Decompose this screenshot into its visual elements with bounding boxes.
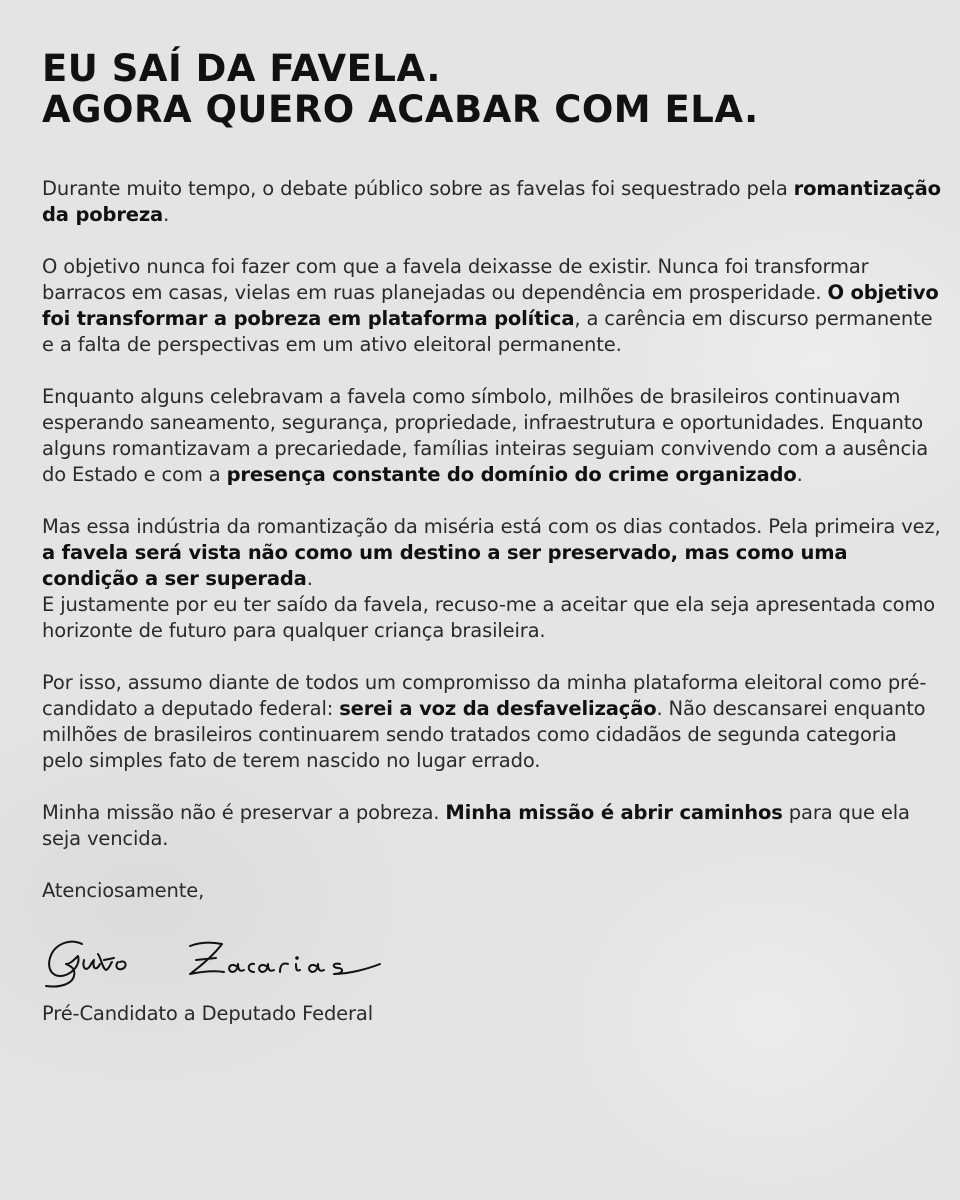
- letter-heading: [42, 48, 942, 130]
- letter-body: [42, 176, 942, 1027]
- paragraph-2-text: O objetivo nunca foi fazer com que a favela deixasse de existir. Nunca foi transformar barracos em casas, vielas em ruas planejadas ou dependência em prosperidade.: [42, 255, 869, 304]
- paragraph-2-end: , a carência em discurso permanente e a falta de perspectivas em um ativo eleitoral permanente.: [42, 307, 933, 356]
- paragraph-6-end: para que ela seja vencida.: [42, 801, 910, 850]
- paragraph-2-emphasis: O objetivo foi transformar a pobreza em plataforma política: [42, 281, 939, 330]
- paragraph-5: [42, 670, 942, 774]
- paragraph-6-emphasis: Minha missão é abrir caminhos: [445, 801, 783, 824]
- paragraph-5-text: Por isso, assumo diante de todos um compromisso da minha plataforma eleitoral como pré-candidato a deputado federal:: [42, 671, 927, 720]
- paragraph-1-text: Durante muito tempo, o debate público sobre as favelas foi sequestrado pela: [42, 177, 794, 200]
- paragraph-1-emphasis: romantização da pobreza: [42, 177, 941, 226]
- paragraph-5-end: . Não descansarei enquanto milhões de brasileiros continuarem sendo tratados como cidadãos de segunda categoria pelo simples fato de terem nascido no lugar errado.: [42, 697, 926, 772]
- paragraph-6: [42, 800, 942, 852]
- paragraph-4-text: Mas essa indústria da romantização da miséria está com os dias contados. Pela primeira vez,: [42, 515, 941, 538]
- paragraph-4-end: .: [306, 567, 313, 590]
- handwritten-signature: [40, 930, 400, 990]
- paragraph-3-end: .: [796, 463, 803, 486]
- paragraph-3-emphasis: presença constante do domínio do crime organizado: [226, 463, 797, 486]
- paragraph-2: [42, 254, 942, 358]
- paragraph-3-text: Enquanto alguns celebravam a favela como símbolo, milhões de brasileiros continuavam esperando saneamento, segurança, propriedade, infraestrutura e oportunidades. Enquanto alguns romantizavam a precariedade, famílias inteiras seguiam convivendo com a ausência do Estado e com a: [42, 385, 929, 486]
- paragraph-6-text: Minha missão não é preservar a pobreza.: [42, 801, 446, 824]
- heading-line-2: AGORA QUERO ACABAR COM ELA.: [42, 88, 759, 131]
- heading-line-1: EU SAÍ DA FAVELA.: [42, 47, 441, 90]
- closing-salutation: Atenciosamente,: [42, 879, 205, 902]
- paragraph-4-continuation: E justamente por eu ter saído da favela, recuso-me a aceitar que ela seja apresentada como horizonte de futuro para qualquer criança brasileira.: [42, 593, 936, 642]
- paragraph-4-emphasis: a favela será vista não como um destino a ser preservado, mas como uma condição a ser superada: [42, 541, 848, 590]
- letter: [42, 48, 942, 1027]
- paragraph-4: [42, 514, 942, 644]
- paragraph-3: [42, 384, 942, 488]
- paragraph-1: [42, 176, 942, 228]
- signer-title: Pré-Candidato a Deputado Federal: [42, 1002, 373, 1025]
- paragraph-1-end: .: [163, 203, 170, 226]
- paragraph-5-emphasis: serei a voz da desfavelização: [339, 697, 657, 720]
